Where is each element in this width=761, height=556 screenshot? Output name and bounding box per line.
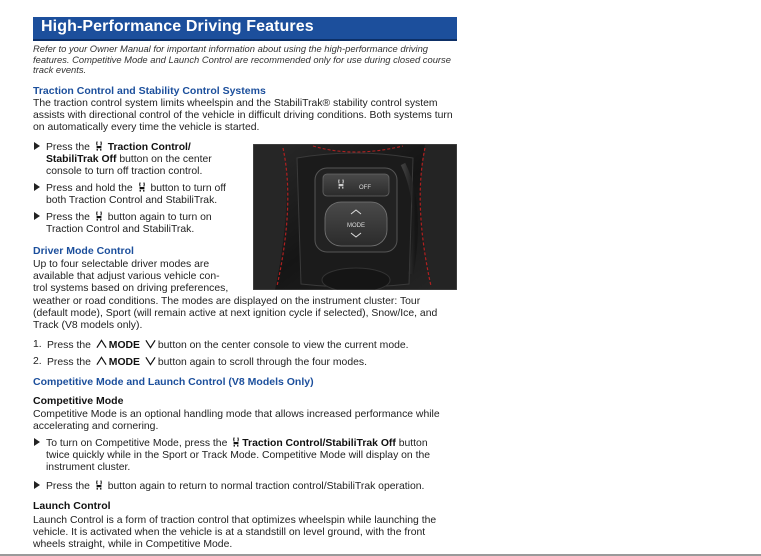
traction-heading: Traction Control and Stability Control Systems <box>33 85 266 97</box>
traction-control-icon <box>95 480 103 490</box>
driver-mode-heading: Driver Mode Control <box>33 245 134 257</box>
page-title: High-Performance Driving Features <box>41 18 314 35</box>
section-header-bar <box>33 17 457 41</box>
chevron-down-icon <box>145 339 156 349</box>
chevron-up-icon <box>96 356 107 366</box>
photo-mode-label: MODE <box>347 223 365 229</box>
traction-control-icon <box>95 141 103 151</box>
traction-control-icon <box>95 211 103 221</box>
competitive-heading: Competitive Mode <box>33 395 124 407</box>
bullet-arrow-icon <box>34 438 40 446</box>
driver-mode-body: Up to four selectable driver modes are available that adjust various vehicle con- trol systems based on driving preferences, weather or road conditions. The modes are displayed on the instrument cluster: Tour (default mode), Sport (will remain active at next ignition cycle if selected), Snow/Ice, and Track (V8 models only). <box>33 259 438 332</box>
launch-body: Launch Control is a form of traction control that optimizes wheelspin while launching the vehicle. It is activated when the vehicle is at a standstill on level ground, with the front wheels straight, while in Competitive Mode. <box>33 515 437 551</box>
launch-heading: Launch Control <box>33 500 111 512</box>
blank-right-area <box>458 0 761 556</box>
competitive-launch-heading: Competitive Mode and Launch Control (V8 Models Only) <box>33 376 314 388</box>
manual-page: High-Performance Driving Features Refer to your Owner Manual for important information about using the high-performance driving features. Competitive Mode and Launch Control are recommended only for use during closed course track events. Traction Control and Stability Control Systems The traction control system limits wheelspin and the StabiliTrak® stability control system assists with directional control of the vehicle in difficult driving conditions. Both systems turn on automatically every time the vehicle is started. Press the Traction Control/ StabiliTrak Off button on the center console to turn off traction control. Press and hold the button to turn off both Traction Control and StabiliTrak. Press the button again to turn on Traction Control and StabiliTrak. OFF MODE Driver Mode Control Up to four selectable driver modes are available that adjust various vehicle con- trol systems based on driving preferences, weather or road conditions. The modes are displayed on the instrument cluster: Tour (default mode), Sport (will remain active at next ignition cycle if selected), Snow/Ice, and Track (V8 models only). 1. Press the MODE button on the center console to view the current mode. 2. Press the MODE button again to scroll through the four modes. Competitive Mode and Launch Control (V8 Models Only) Competitive Mode Competitive Mode is an optional handling mode that allows increased performance while accelerating and cornering. To turn on Competitive Mode, press the Traction Control/StabiliTrak Off button twice quickly while in the Sport or Track Mode. Competitive Mode will display on the instrument cluster. Press the button again to return to normal traction control/StabiliTrak operation. Launch Control Launch Control is a form of traction control that optimizes wheelspin while launching the vehicle. It is activated when the vehicle is at a standstill on level ground, with the front wheels straight, while in Competitive Mode. <box>0 0 761 556</box>
traction-body: The traction control system limits wheelspin and the StabiliTrak® stability control system assists with directional control of the vehicle in difficult driving conditions. Both systems turn on automatically every time the vehicle is started. <box>33 98 453 134</box>
traction-control-icon <box>232 437 240 447</box>
bullet-arrow-icon <box>34 183 40 191</box>
bullet-arrow-icon <box>34 481 40 489</box>
bullet-arrow-icon <box>34 212 40 220</box>
chevron-down-icon <box>145 356 156 366</box>
chevron-up-icon <box>96 339 107 349</box>
bullet-arrow-icon <box>34 142 40 150</box>
competitive-body: Competitive Mode is an optional handling mode that allows increased performance while accelerating and cornering. <box>33 409 440 433</box>
photo-off-label: OFF <box>359 185 371 191</box>
traction-control-icon <box>138 182 146 192</box>
intro-note: Refer to your Owner Manual for important information about using the high-performance driving features. Competitive Mode and Launch Control are recommended only for use during closed course track events. <box>33 43 451 75</box>
